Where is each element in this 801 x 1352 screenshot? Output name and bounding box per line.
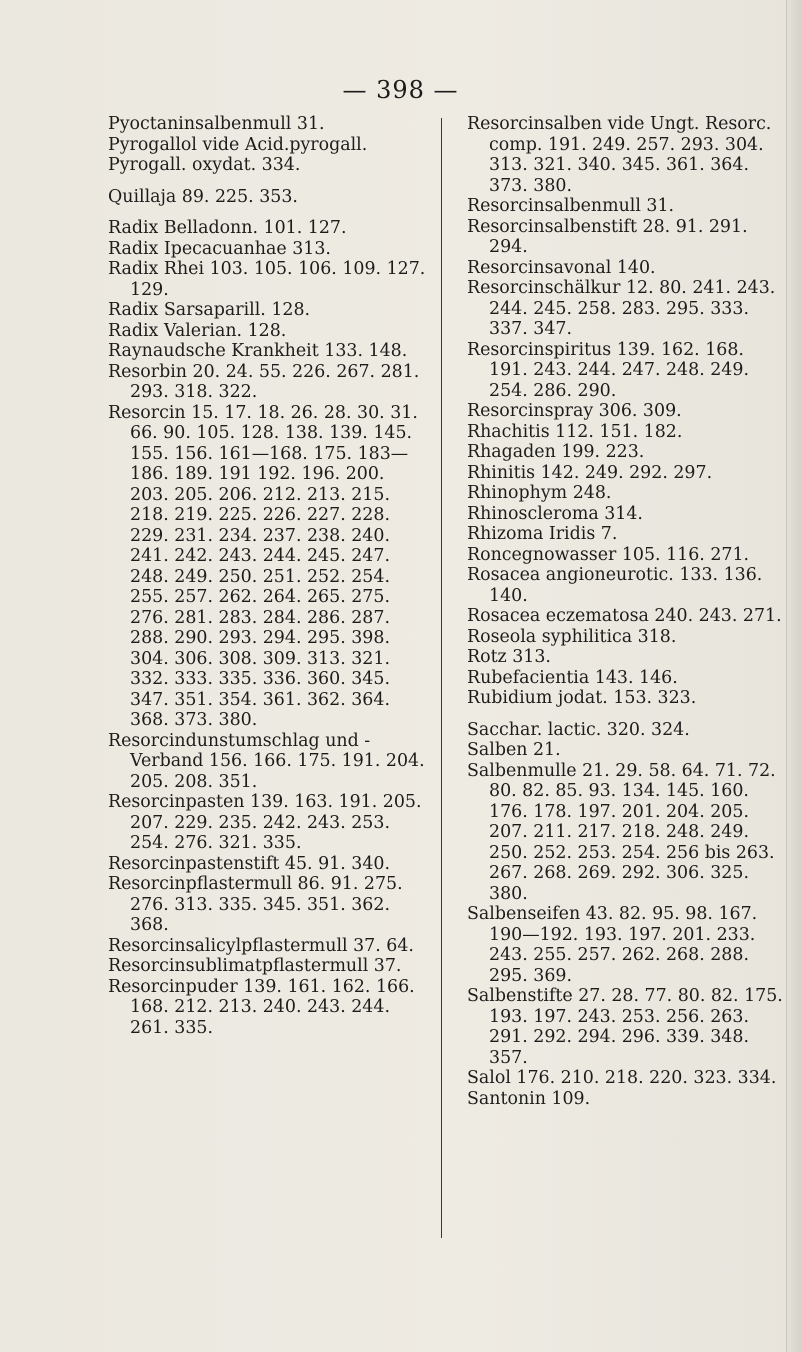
index-entry: Rosacea eczematosa 240. 243. 271. (467, 606, 782, 626)
index-entry: Resorcinspiritus 139. 162. 168. 191. 243. 244. 247. 248. 249. 254. 286. 290. (467, 339, 749, 401)
index-entry: Rhizoma Iridis 7. (467, 524, 618, 544)
index-entry: Salbenstifte 27. 28. 77. 80. 82. 175. 193. 197. 243. 253. 256. 263. 291. 292. 294. 296. 339. 348. 357. (467, 986, 783, 1068)
index-entry: Pyoctaninsalbenmull 31. (108, 114, 325, 134)
index-entry: Radix Belladonn. 101. 127. (108, 218, 347, 238)
index-entry: Rubidium jodat. 153. 323. (467, 688, 697, 708)
index-entry: Rubefacientia 143. 146. (467, 667, 678, 688)
index-entry: Resorcinsublimatpflastermull 37. (108, 956, 402, 976)
index-entry: Resorcinschälkur 12. 80. 241. 243. 244. 245. 258. 283. 295. 333. 337. 347. (467, 278, 776, 339)
index-entry: Resorbin 20. 24. 55. 226. 267. 281. 293. 318. 322. (108, 361, 420, 402)
index-entry: Radix Rhei 103. 105. 106. 109. 127. 129. (108, 259, 426, 300)
index-entry: Resorcinsalben vide Ungt. Resorc. comp. 191. 249. 257. 293. 304. 313. 321. 340. 345. 361. 364. 373. 380. (467, 114, 772, 196)
index-entry: Rhagaden 199. 223. (467, 442, 645, 462)
index-entry: Pyrogall. oxydat. 334. (108, 155, 301, 175)
page-edge (786, 0, 801, 1352)
index-entry: Resorcinsalicylpflastermull 37. 64. (108, 935, 414, 956)
index-entry: Radix Ipecacuanhae 313. (108, 238, 331, 259)
index-entry: Pyrogallol vide Acid.pyrogall. (108, 134, 368, 155)
index-entry: Radix Sarsaparill. 128. (108, 300, 311, 320)
index-entry: Roseola syphilitica 318. (467, 626, 677, 647)
index-entry: Raynaudsche Krankheit 133. 148. (108, 341, 408, 361)
index-column-left (108, 114, 428, 1038)
column-divider (441, 118, 442, 1238)
index-entry: Resorcinsalbenstift 28. 91. 291. 294. (467, 216, 748, 257)
index-entry: Santonin 109. (467, 1088, 591, 1109)
index-entry: Resorcinspray 306. 309. (467, 401, 682, 421)
index-entry: Resorcin 15. 17. 18. 26. 28. 30. 31. 66. 90. 105. 128. 138. 139. 145. 155. 156. 161—168. 175. 183—186. 189. 191 192. 196. 200. 203. 205. 206. 212. 213. 215. 218. 219. 225. 226. 227. 228. 229. 231. 234. 237. 238. 240. 241. 242. 243. 244. 245. 247. 248. 249. 250. 251. 252. 254. 255. 257. 262. 264. 265. 275. 276. 281. 283. 284. 286. 287. 288. 290. 293. 294. 295. 398. 304. 306. 308. 309. 313. 321. 332. 333. 335. 336. 360. 345. 347. 351. 354. 361. 362. 364. 368. 373. 380. (108, 402, 418, 730)
index-entry: Resorcinpastenstift 45. 91. 340. (108, 853, 391, 874)
index-entry: Resorcinpflastermull 86. 91. 275. 276. 313. 335. 345. 351. 362. 368. (108, 874, 403, 935)
index-entry: Quillaja 89. 225. 353. (108, 186, 298, 207)
index-entry: Rhachitis 112. 151. 182. (467, 421, 683, 442)
index-entry: Rhinoscleroma 314. (467, 503, 643, 524)
index-entry: Sacchar. lactic. 320. 324. (467, 719, 690, 740)
index-entry: Salbenseifen 43. 82. 95. 98. 167. 190—192. 193. 197. 201. 233. 243. 255. 257. 262. 268. 288. 295. 369. (467, 904, 758, 986)
page-number: — 398 — (342, 76, 459, 104)
index-entry: Rhinitis 142. 249. 292. 297. (467, 462, 713, 483)
index-entry: Resorcinpuder 139. 161. 162. 166. 168. 212. 213. 240. 243. 244. 261. 335. (108, 976, 415, 1038)
index-entry: Resorcinsalbenmull 31. (467, 196, 675, 216)
index-entry: Rosacea angioneurotic. 133. 136. 140. (467, 565, 763, 606)
index-entry: Rotz 313. (467, 647, 551, 667)
index-entry: Salben 21. (467, 740, 561, 760)
index-entry: Roncegnowasser 105. 116. 271. (467, 544, 750, 565)
index-column-right (467, 114, 783, 1109)
index-entry: Resorcinsavonal 140. (467, 257, 656, 278)
index-entry: Salbenmulle 21. 29. 58. 64. 71. 72. 80. 82. 85. 93. 134. 145. 160. 176. 178. 197. 201. 204. 205. 207. 211. 217. 218. 248. 249. 250. 252. 253. 254. 256 bis 263. 267. 268. 269. 292. 306. 325. 380. (467, 760, 776, 904)
index-entry: Radix Valerian. 128. (108, 320, 287, 341)
index-entry: Resorcindunstumschlag und -Verband 156. 166. 175. 191. 204. 205. 208. 351. (108, 730, 425, 792)
index-entry: Rhinophym 248. (467, 483, 612, 503)
index-entry: Salol 176. 210. 218. 220. 323. 334. (467, 1068, 777, 1088)
index-entry: Resorcinpasten 139. 163. 191. 205. 207. 229. 235. 242. 243. 253. 254. 276. 321. 335. (108, 792, 422, 853)
